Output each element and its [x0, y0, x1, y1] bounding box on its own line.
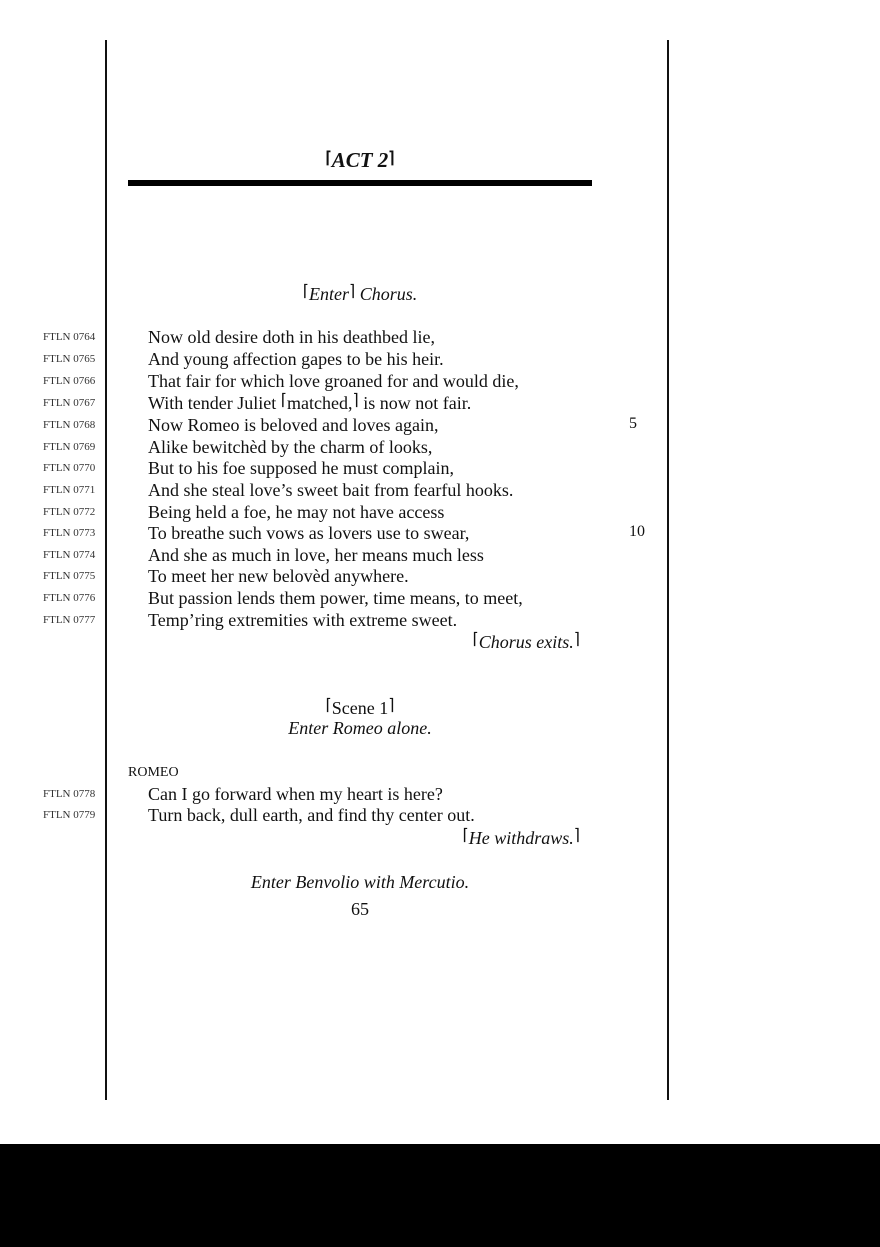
verse-line — [0, 393, 880, 415]
verse-text: Can I go forward when my heart is here? — [148, 784, 443, 804]
act-heading — [128, 148, 592, 173]
stage-direction-enter-romeo: Enter Romeo alone. — [288, 718, 432, 738]
ftln-number: FTLN 0768 — [43, 419, 96, 431]
verse-text: Now old desire doth in his deathbed lie, — [148, 327, 435, 347]
stage-direction-enter-chorus: ⌈Enter⌉ Chorus. — [302, 283, 418, 304]
verse-line — [0, 371, 880, 393]
verse-line — [0, 415, 880, 437]
verse-text: And young affection gapes to be his heir. — [148, 349, 444, 369]
ftln-number: FTLN 0778 — [43, 788, 96, 800]
stage-direction-enter-benvolio: Enter Benvolio with Mercutio. — [250, 872, 470, 892]
verse-text: That fair for which love groaned for and would die, — [148, 371, 519, 391]
verse-text: To meet her new belovèd anywhere. — [148, 566, 409, 586]
verse-text: Alike bewitchèd by the charm of looks, — [148, 437, 433, 457]
line-number: 10 — [629, 523, 645, 540]
verse-line — [0, 566, 880, 588]
stage-direction-chorus-exits: ⌈Chorus exits.⌉ — [472, 631, 580, 652]
scene-heading: ⌈Scene 1⌉ — [325, 697, 395, 718]
verse-line — [0, 502, 880, 524]
verse-line — [0, 437, 880, 459]
ftln-number: FTLN 0777 — [43, 614, 96, 626]
close-bracket: ⌉ — [388, 150, 395, 167]
act-rule — [128, 180, 592, 186]
verse-line — [0, 349, 880, 371]
verse-line — [0, 480, 880, 502]
ftln-number: FTLN 0775 — [43, 570, 96, 582]
line-number: 5 — [629, 415, 637, 432]
ftln-number: FTLN 0776 — [43, 592, 96, 604]
ftln-number: FTLN 0771 — [43, 484, 96, 496]
page-number: 65 — [351, 899, 369, 919]
verse-text: But passion lends them power, time means, to meet, — [148, 588, 523, 608]
verse-line — [0, 523, 880, 545]
ftln-number: FTLN 0769 — [43, 441, 96, 453]
verse-line — [0, 458, 880, 480]
verse-line — [0, 805, 880, 827]
ftln-number: FTLN 0774 — [43, 549, 96, 561]
ftln-number: FTLN 0770 — [43, 462, 96, 474]
verse-line — [0, 784, 880, 806]
ftln-number: FTLN 0773 — [43, 527, 96, 539]
verse-line — [0, 610, 880, 632]
ftln-number: FTLN 0764 — [43, 331, 96, 343]
verse-text: But to his foe supposed he must complain, — [148, 458, 454, 478]
bottom-black-band — [0, 1144, 880, 1247]
open-bracket: ⌈ — [325, 150, 332, 167]
ftln-number: FTLN 0766 — [43, 375, 96, 387]
verse-line — [0, 545, 880, 567]
verse-text: To breathe such vows as lovers use to swear, — [148, 523, 470, 543]
ftln-number: FTLN 0779 — [43, 809, 96, 821]
ftln-number: FTLN 0767 — [43, 397, 96, 409]
verse-text: And she as much in love, her means much less — [148, 545, 484, 565]
ftln-number: FTLN 0772 — [43, 506, 96, 518]
verse-text: And she steal love’s sweet bait from fearful hooks. — [148, 480, 514, 500]
verse-text: Now Romeo is beloved and loves again, — [148, 415, 439, 435]
verse-text: Temp’ring extremities with extreme sweet. — [148, 610, 458, 630]
verse-text: Being held a foe, he may not have access — [148, 502, 445, 522]
verse-line — [0, 588, 880, 610]
speaker-name: ROMEO — [128, 765, 179, 780]
ftln-number: FTLN 0765 — [43, 353, 96, 365]
verse-text: Turn back, dull earth, and find thy center out. — [148, 805, 475, 825]
verse-line — [0, 327, 880, 349]
verse-text: With tender Juliet ⌈matched,⌉ is now not fair. — [148, 392, 472, 413]
stage-direction-he-withdraws: ⌈He withdraws.⌉ — [462, 827, 580, 848]
scene-title: Scene 1 — [331, 698, 389, 718]
act-title: ACT 2 — [331, 148, 389, 172]
